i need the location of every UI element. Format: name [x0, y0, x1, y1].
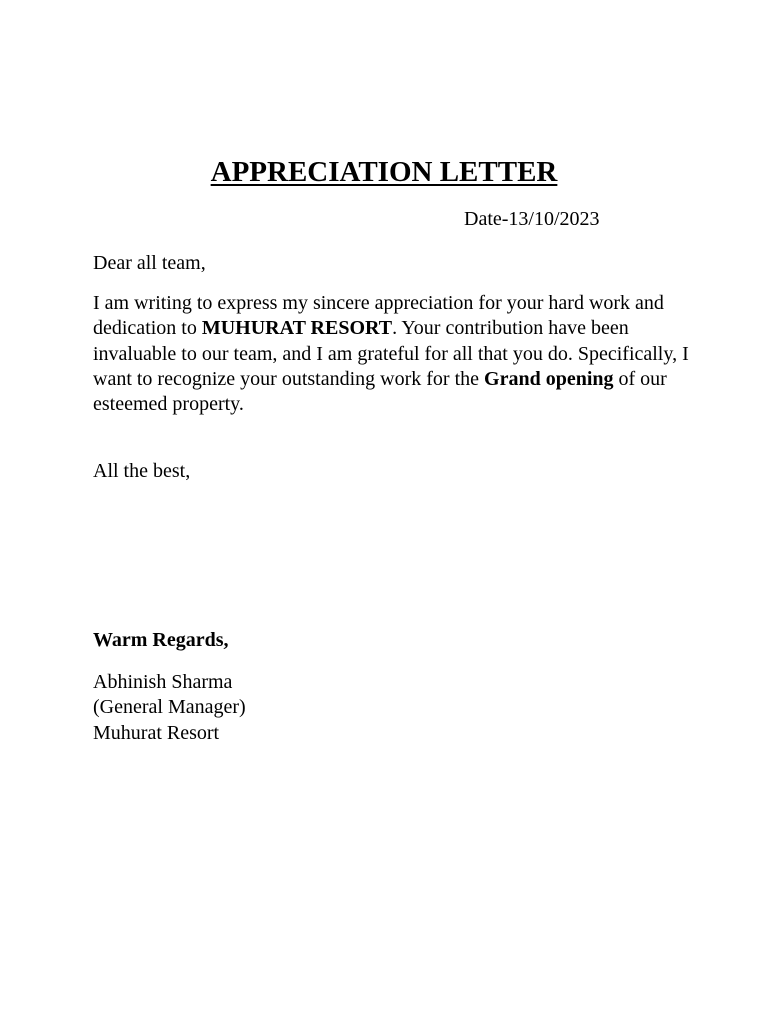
- letter-title: [0, 155, 768, 189]
- regards-line: Warm Regards,: [93, 629, 229, 651]
- signature-block: [93, 670, 693, 746]
- salutation: Dear all team,: [93, 252, 206, 274]
- signatory-company: Muhurat Resort: [93, 721, 220, 744]
- signatory-title: (General Manager): [93, 696, 246, 719]
- event-name-bold: Grand opening: [484, 367, 614, 390]
- body-text-part-1: I am writing to express my sincere appreciation for your hard work and dedication to: [93, 292, 664, 340]
- body-paragraph: [93, 291, 693, 417]
- closing-line: All the best,: [93, 460, 191, 482]
- letter-title-text: APPRECIATION LETTER: [210, 156, 558, 188]
- letter-date: Date-13/10/2023: [464, 208, 600, 230]
- body-text-part-2: . Your contribution have been invaluable to our team, and I am grateful for all that you do. Specifically, I want to recognize your outstanding work for the: [93, 317, 689, 390]
- signatory-name: Abhinish Sharma: [93, 671, 233, 693]
- company-name-bold: MUHURAT RESORT: [201, 317, 393, 340]
- body-text-part-3: of our esteemed property.: [93, 367, 667, 416]
